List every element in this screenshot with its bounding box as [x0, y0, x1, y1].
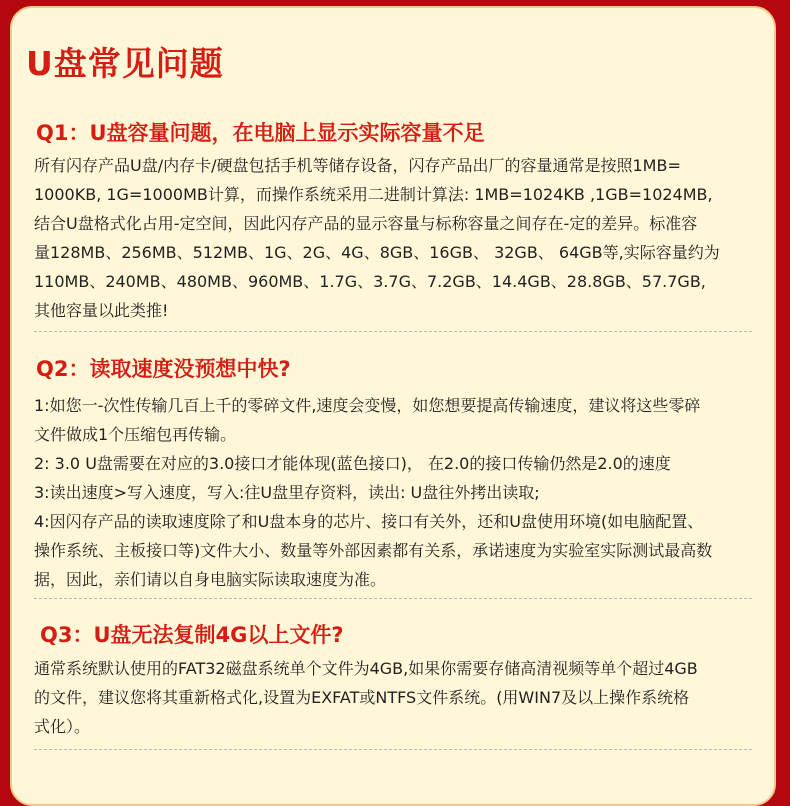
answer-line: 据，因此，亲们请以自身电脑实际读取速度为准。: [34, 570, 387, 589]
answer-line: 所有闪存产品U盘/内存卡/硬盘包括手机等储存设备，闪存产品出厂的容量通常是按照1MB=: [34, 156, 681, 175]
answer-line: 结合U盘格式化占用-定空间，因此闪存产品的显示容量与标称容量之间存在-定的差异。标准容: [34, 214, 698, 233]
answer-line: 110MB、240MB、480MB、960MB、1.7G、3.7G、7.2GB、14.4GB、28.8GB、57.7GB,: [34, 272, 706, 291]
answer-line: 的文件，建议您将其重新格式化,设置为EXFAT或NTFS文件系统。(用WIN7及以上操作系统格: [34, 688, 690, 707]
section-divider: [34, 331, 752, 332]
answer-line: 操作系统、主板接口等)文件大小、数量等外部因素都有关系，承诺速度为实验室实际测试最高数: [34, 541, 713, 560]
page-title: U盘常见问题: [26, 44, 224, 83]
faq-q2-answer: [34, 391, 712, 594]
section-divider: [34, 749, 752, 750]
faq-q2-title: Q2：读取速度没预想中快?: [36, 357, 291, 381]
faq-q1-title: Q1：U盘容量问题，在电脑上显示实际容量不足: [36, 121, 485, 145]
answer-line: 通常系统默认使用的FAT32磁盘系统单个文件为4GB,如果你需要存储高清视频等单个超过4GB: [34, 659, 698, 678]
answer-line: 其他容量以此类推!: [34, 301, 169, 320]
answer-line: 文件做成1个压缩包再传输。: [34, 425, 237, 444]
faq-q1-answer: [34, 151, 720, 325]
answer-line: 2: 3.0 U盘需要在对应的3.0接口才能体现(蓝色接口)， 在2.0的接口传输仍然是2.0的速度: [34, 454, 671, 473]
section-divider: [34, 598, 752, 599]
faq-q3-title: Q3：U盘无法复制4G以上文件?: [40, 623, 344, 647]
faq-q3-answer: [34, 654, 698, 741]
answer-line: 式化）。: [34, 717, 91, 736]
answer-line: 3:读出速度>写入速度，写入:往U盘里存资料，读出: U盘往外拷出读取;: [34, 483, 540, 502]
answer-line: 4:因闪存产品的读取速度除了和U盘本身的芯片、接口有关外，还和U盘使用环境(如电脑配置、: [34, 512, 704, 531]
answer-line: 1:如您一-次性传输几百上千的零碎文件,速度会变慢，如您想要提高传输速度，建议将这些零碎: [34, 396, 701, 415]
answer-line: 1000KB, 1G=1000MB计算，而操作系统采用二进制计算法: 1MB=1024KB ,1GB=1024MB,: [34, 185, 713, 204]
answer-line: 量128MB、256MB、512MB、1G、2G、4G、8GB、16GB、 32GB、 64GB等,实际容量约为: [34, 243, 720, 262]
